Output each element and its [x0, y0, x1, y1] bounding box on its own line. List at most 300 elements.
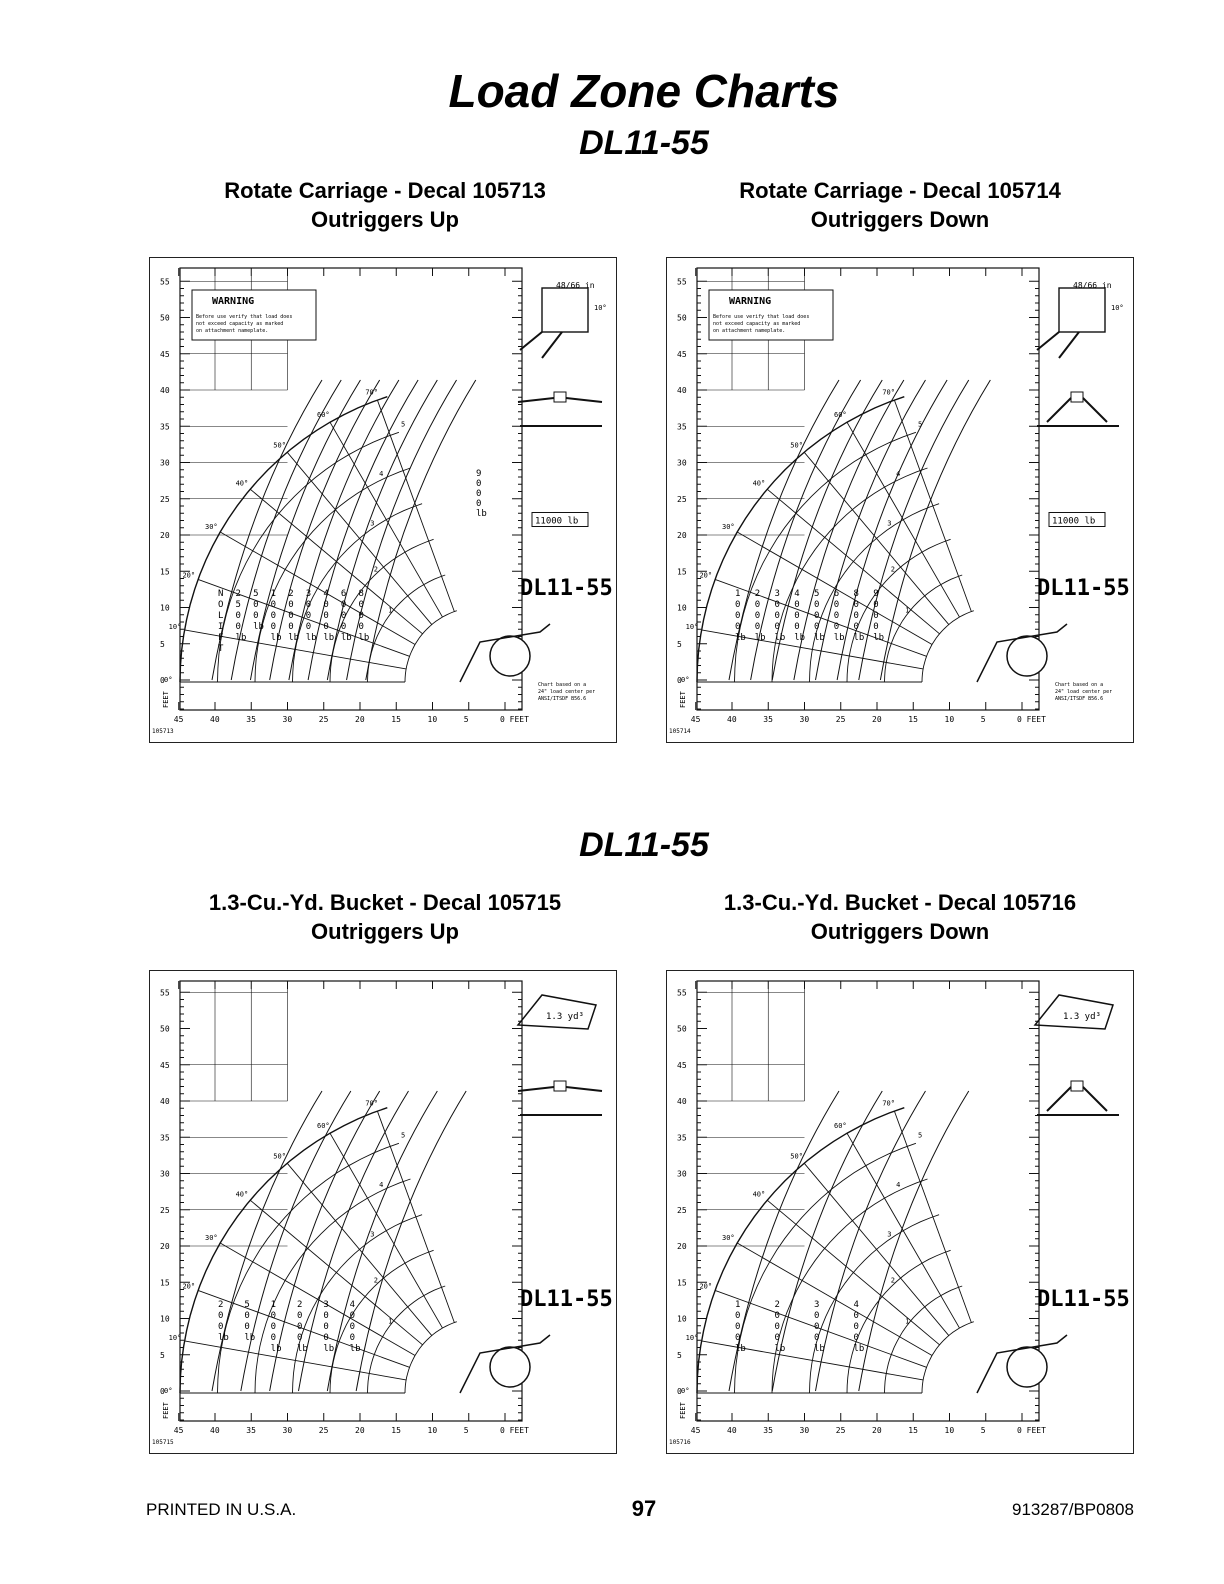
x-tick-label: 20 — [355, 715, 365, 724]
x-tick-label: 35 — [763, 715, 773, 724]
extension-label: 5 — [401, 420, 406, 429]
zone-capacity-label: lb — [735, 1344, 746, 1354]
zone-capacity-label: 0 — [774, 622, 780, 632]
zone-capacity-label: 0 — [735, 1322, 741, 1332]
zone-capacity-label: 4 — [794, 589, 800, 599]
angle-label: 20° — [182, 571, 196, 580]
zone-capacity-label: 0 — [218, 1322, 224, 1332]
angle-label: 30° — [721, 523, 735, 531]
zone-capacity-label: 0 — [323, 1311, 329, 1321]
y-tick-label: 45 — [160, 349, 170, 359]
page-title: Load Zone Charts — [448, 65, 840, 117]
x-tick-label: 45 — [173, 1426, 184, 1435]
x-tick-label: 40 — [727, 715, 737, 724]
load-zone-boundary — [366, 380, 476, 680]
y-tick-label: 15 — [160, 1278, 170, 1288]
y-tick-label: 10 — [677, 603, 687, 613]
zone-capacity-label: lb — [735, 633, 746, 643]
extension-label: 1 — [388, 1317, 393, 1326]
load-zone-boundary — [241, 1091, 351, 1391]
zone-capacity-label: lb — [270, 1344, 282, 1354]
zone-capacity-label: lb — [305, 633, 317, 643]
x-tick-label: 15 — [908, 715, 918, 724]
chart-heading — [675, 888, 1125, 946]
zone-capacity-label: 2 — [297, 1300, 303, 1310]
y-tick-label: 50 — [160, 313, 170, 323]
angle-label: 20° — [699, 571, 713, 580]
zone-capacity-label: 2 — [235, 589, 241, 599]
chart-subtitle: Outriggers Down — [810, 207, 990, 232]
chart-subtitle: Outriggers Up — [311, 207, 459, 232]
y-tick-label: 5 — [677, 639, 682, 649]
zone-capacity-label: 0 — [349, 1322, 356, 1332]
zone-capacity-label: 0 — [814, 1311, 820, 1321]
y-tick-label: 15 — [677, 567, 687, 577]
x-tick-label: 10 — [944, 1426, 955, 1435]
angle-line — [220, 532, 415, 645]
zone-capacity-label: lb — [814, 1344, 825, 1354]
warning-text: not exceed capacity as marked — [196, 321, 284, 327]
x-tick-label: 0 FEET — [1017, 1426, 1046, 1435]
extension-label: 2 — [373, 565, 378, 574]
zone-capacity-label: 0 — [270, 622, 277, 632]
zone-capacity-label: 0 — [323, 1322, 329, 1332]
angle-label: 20° — [699, 1282, 713, 1291]
angle-line — [330, 1133, 443, 1328]
zone-capacity-label: lb — [754, 633, 766, 643]
zone-capacity-label: 0 — [253, 600, 259, 610]
y-tick-label: 40 — [160, 386, 170, 395]
zone-capacity-label: 0 — [794, 600, 800, 610]
zone-capacity-label: 0 — [754, 622, 761, 632]
angle-label: 0° — [681, 1387, 690, 1395]
decal-number: 105715 — [152, 1439, 174, 1446]
load-zone-boundary — [772, 380, 885, 680]
zone-capacity-label: lb — [833, 633, 845, 643]
angle-line — [377, 1111, 454, 1322]
zone-capacity-label: 4 — [853, 1300, 859, 1310]
zone-capacity-label: 0 — [340, 622, 347, 632]
chart-heading — [675, 176, 1125, 234]
x-tick-label: 45 — [690, 1426, 701, 1435]
x-tick-label: 15 — [391, 1426, 401, 1435]
zone-capacity-label: 0 — [235, 622, 241, 632]
load-chart-105715 — [149, 970, 617, 1454]
capacity-tag: 11000 lb — [535, 516, 579, 527]
load-zone-boundary — [772, 1091, 882, 1391]
extension-label: 3 — [370, 519, 375, 528]
zone-capacity-label: 2 — [288, 589, 294, 599]
load-zone-boundary — [859, 1091, 969, 1391]
x-tick-label: 10 — [944, 715, 955, 724]
zone-capacity-label: 5 — [253, 589, 259, 599]
y-axis-label: FEET — [679, 691, 687, 708]
zone-capacity-label: lb — [349, 1344, 361, 1354]
zone-capacity-label: 0 — [270, 1322, 277, 1332]
y-tick-label: 20 — [160, 531, 170, 540]
x-tick-label: 30 — [799, 1426, 810, 1435]
bucket-capacity-label: 1.3 yd³ — [546, 1012, 584, 1022]
zone-capacity-label: 8 — [853, 589, 859, 599]
zone-capacity-label: 0 — [349, 1311, 356, 1321]
outrigger-icon — [554, 1081, 566, 1091]
zone-capacity-label: 0 — [774, 1311, 780, 1321]
zone-capacity-label: 0 — [794, 622, 800, 632]
zone-capacity-label: 1 — [270, 1300, 277, 1310]
zone-capacity-label: 0 — [323, 600, 329, 610]
x-tick-label: 15 — [908, 1426, 918, 1435]
x-tick-label: 10 — [427, 715, 438, 724]
zone-capacity-label: 0 — [253, 611, 259, 621]
extension-arc — [180, 397, 387, 682]
extension-label: 1 — [905, 1317, 910, 1326]
machine-wheel — [490, 1347, 530, 1387]
zone-capacity-label: 0 — [340, 611, 347, 621]
zone-capacity-label: 0 — [358, 622, 364, 632]
load-chart-105716 — [666, 970, 1134, 1454]
fork-icon — [520, 332, 542, 350]
zone-capacity-label: 0 — [735, 622, 741, 632]
angle-label: 70° — [882, 388, 895, 397]
decal-number: 105713 — [152, 728, 174, 735]
chart-title: Rotate Carriage - Decal 105714 — [739, 178, 1061, 203]
zone-capacity-label: 0 — [218, 1311, 224, 1321]
angle-label: 60° — [834, 410, 847, 419]
zone-capacity-label: lb — [218, 1333, 229, 1343]
angle-label: 0° — [164, 676, 173, 684]
zone-capacity-label: 0 — [735, 1333, 741, 1343]
angle-label: 40° — [235, 1190, 249, 1199]
zone-capacity-label: 0 — [853, 1311, 859, 1321]
angle-label: 60° — [317, 410, 330, 419]
zone-capacity-label: 0 — [270, 1333, 277, 1343]
extension-arc — [810, 1215, 940, 1393]
extension-label: 3 — [370, 1230, 375, 1239]
y-axis-label: FEET — [679, 1402, 687, 1419]
zone-capacity-label: 0 — [288, 600, 294, 610]
load-zone-boundary — [327, 1091, 437, 1391]
zone-capacity-label: lb — [794, 633, 806, 643]
y-tick-label: 40 — [677, 1097, 687, 1106]
zone-capacity-label: 0 — [476, 479, 482, 489]
y-tick-label: 35 — [160, 422, 170, 432]
zone-capacity-label: 0 — [794, 611, 800, 621]
zone-capacity-label: 0 — [853, 600, 859, 610]
zone-capacity-label: 5 — [235, 600, 241, 610]
y-tick-label: 0 — [160, 676, 165, 685]
warning-text: Before use verify that load does — [196, 314, 293, 320]
zone-capacity-label: 0 — [833, 611, 840, 621]
fork-icon — [542, 332, 562, 358]
extension-label: 5 — [401, 1131, 406, 1140]
zone-capacity-label: 0 — [288, 611, 294, 621]
zone-capacity-label: O — [218, 600, 224, 610]
angle-label: 10° — [168, 622, 182, 631]
chart-subtitle: Outriggers Up — [311, 919, 459, 944]
x-tick-label: 0 FEET — [500, 715, 529, 724]
machine-wheel — [1007, 636, 1047, 676]
extension-arc — [405, 1322, 457, 1393]
zone-capacity-label: 0 — [754, 611, 761, 621]
chart-footnote: 24" load center per — [1055, 689, 1113, 695]
x-tick-label: 5 — [980, 1426, 986, 1435]
zone-capacity-label: 0 — [244, 1322, 250, 1332]
y-tick-label: 10 — [160, 603, 170, 613]
tilt-label: 10° — [1111, 304, 1124, 312]
warning-text: on attachment nameplate. — [196, 328, 269, 334]
zone-capacity-label: 1 — [735, 1300, 741, 1310]
zone-capacity-label: 0 — [853, 1333, 859, 1343]
angle-label: 30° — [204, 1234, 218, 1242]
chart-footnote: ANSI/ITSDF B56.6 — [538, 696, 587, 702]
y-tick-label: 10 — [160, 1314, 170, 1324]
extension-label: 2 — [890, 1276, 895, 1285]
extension-label: 2 — [890, 565, 895, 574]
x-tick-label: 25 — [318, 715, 329, 724]
angle-label: 70° — [882, 1099, 895, 1108]
angle-label: 10° — [685, 622, 699, 631]
zone-capacity-label: lb — [323, 633, 335, 643]
chart-model-label: DL11-55 — [1037, 1287, 1130, 1312]
x-tick-label: 40 — [727, 1426, 737, 1435]
bucket-capacity-label: 1.3 yd³ — [1063, 1012, 1101, 1022]
y-tick-label: 30 — [677, 1169, 687, 1179]
y-axis-label: FEET — [162, 691, 170, 708]
fork-icon — [1037, 332, 1059, 350]
y-tick-label: 55 — [677, 277, 687, 287]
angle-line — [894, 1111, 971, 1322]
zone-capacity-label: 0 — [349, 1333, 356, 1343]
extension-arc — [922, 1322, 974, 1393]
footer-part-number: 913287/BP0808 — [1012, 1500, 1134, 1519]
fork-icon — [1059, 332, 1079, 358]
x-tick-label: 5 — [980, 715, 986, 724]
zone-capacity-label: 6 — [833, 589, 840, 599]
angle-label: 10° — [168, 1333, 182, 1342]
chart-heading — [160, 888, 610, 946]
tilt-label: 10° — [594, 304, 607, 312]
zone-capacity-label: 5 — [244, 1300, 250, 1310]
y-tick-label: 15 — [160, 567, 170, 577]
zone-capacity-label: 0 — [735, 611, 741, 621]
footer-printed: PRINTED IN U.S.A. — [146, 1500, 297, 1519]
y-tick-label: 20 — [677, 1242, 687, 1251]
angle-label: 10° — [685, 1333, 699, 1342]
decal-number: 105716 — [669, 1439, 691, 1446]
zone-capacity-label: 0 — [235, 611, 241, 621]
zone-capacity-label: 0 — [297, 1333, 303, 1343]
zone-capacity-label: 0 — [476, 499, 482, 509]
x-tick-label: 25 — [835, 715, 846, 724]
extension-label: 4 — [896, 1181, 901, 1190]
chart-model-label: DL11-55 — [1037, 576, 1130, 601]
x-tick-label: 0 FEET — [1017, 715, 1046, 724]
x-tick-label: 5 — [463, 1426, 469, 1435]
y-tick-label: 50 — [160, 1024, 170, 1034]
y-tick-label: 45 — [677, 1060, 687, 1070]
angle-label: 50° — [790, 441, 803, 450]
extension-arc — [697, 1108, 904, 1393]
zone-capacity-label: 0 — [754, 600, 761, 610]
zone-capacity-label: 9 — [476, 469, 482, 479]
load-zone-boundary — [880, 380, 990, 680]
y-tick-label: 15 — [677, 1278, 687, 1288]
zone-capacity-label: 0 — [305, 622, 312, 632]
extension-arc — [218, 1143, 399, 1393]
chart-footnote: ANSI/ITSDF B56.6 — [1055, 696, 1104, 702]
angle-label: 40° — [752, 479, 766, 488]
y-axis-label: FEET — [162, 1402, 170, 1419]
zone-capacity-label: 3 — [305, 589, 312, 599]
angle-line — [737, 1243, 932, 1356]
angle-label: 70° — [365, 388, 378, 397]
extension-label: 4 — [896, 470, 901, 479]
extension-arc — [218, 432, 399, 682]
extension-arc — [330, 1250, 434, 1393]
zone-capacity-label: 0 — [853, 622, 859, 632]
zone-capacity-label: lb — [853, 1344, 865, 1354]
angle-label: 60° — [317, 1121, 330, 1130]
x-tick-label: 45 — [173, 715, 184, 724]
y-tick-label: 45 — [677, 349, 687, 359]
zone-capacity-label: 2 — [754, 589, 761, 599]
travel-label: 48/66 in — [556, 281, 595, 290]
zone-capacity-label: 0 — [323, 611, 329, 621]
x-tick-label: 35 — [763, 1426, 773, 1435]
zone-capacity-label: lb — [235, 633, 247, 643]
extension-label: 3 — [887, 519, 892, 528]
zone-capacity-label: 0 — [774, 1322, 780, 1332]
load-chart-105713 — [149, 257, 617, 743]
y-tick-label: 10 — [677, 1314, 687, 1324]
y-tick-label: 35 — [677, 1133, 687, 1143]
zone-capacity-label: 0 — [814, 611, 820, 621]
zone-capacity-label: 0 — [814, 622, 820, 632]
zone-capacity-label: 0 — [305, 600, 312, 610]
zone-capacity-label: 2 — [774, 1300, 780, 1310]
zone-capacity-label: 0 — [297, 1311, 303, 1321]
zone-capacity-label: 0 — [476, 489, 482, 499]
extension-arc — [405, 611, 457, 682]
zone-capacity-label: 0 — [853, 611, 859, 621]
x-tick-label: 25 — [835, 1426, 846, 1435]
zone-capacity-label: lb — [476, 509, 487, 519]
x-tick-label: 35 — [246, 1426, 256, 1435]
section-model-title: DL11-55 — [579, 826, 709, 864]
zone-capacity-label: 0 — [814, 1333, 820, 1343]
y-tick-label: 25 — [677, 1205, 687, 1215]
angle-label: 70° — [365, 1099, 378, 1108]
extension-arc — [922, 611, 974, 682]
zone-capacity-label: I — [218, 622, 224, 632]
zone-capacity-label: 0 — [340, 600, 347, 610]
chart-footnote: 24" load center per — [538, 689, 596, 695]
angle-label: 0° — [164, 1387, 173, 1395]
y-tick-label: 0 — [677, 676, 682, 685]
warning-title: WARNING — [212, 296, 255, 307]
y-tick-label: 50 — [677, 1024, 687, 1034]
chart-title: 1.3-Cu.-Yd. Bucket - Decal 105716 — [723, 890, 1077, 915]
x-tick-label: 0 FEET — [500, 1426, 529, 1435]
zone-capacity-label: 0 — [873, 611, 879, 621]
zone-capacity-label: lb — [253, 622, 264, 632]
zone-capacity-label: lb — [244, 1333, 256, 1343]
zone-capacity-label: 0 — [774, 600, 780, 610]
zone-capacity-label: lb — [340, 633, 352, 643]
angle-line — [715, 579, 926, 656]
extension-arc — [293, 504, 423, 682]
angle-label: 0° — [681, 676, 690, 684]
extension-label: 5 — [918, 420, 923, 429]
x-tick-label: 5 — [463, 715, 469, 724]
section-model-title: DL11-55 — [579, 124, 709, 162]
x-tick-label: 40 — [210, 715, 220, 724]
zone-capacity-label: 9 — [873, 589, 879, 599]
zone-capacity-label: L — [218, 611, 224, 621]
x-tick-label: 30 — [282, 715, 293, 724]
y-tick-label: 30 — [160, 458, 170, 468]
zone-capacity-label: 1 — [270, 589, 277, 599]
zone-capacity-label: 6 — [340, 589, 347, 599]
zone-capacity-label: 0 — [323, 622, 329, 632]
outrigger-icon — [1071, 392, 1083, 402]
extension-label: 5 — [918, 1131, 923, 1140]
zone-capacity-label: lb — [814, 633, 825, 643]
extension-arc — [772, 1179, 928, 1393]
decal-number: 105714 — [669, 728, 691, 735]
y-tick-label: 55 — [677, 988, 687, 998]
angle-line — [894, 400, 971, 611]
x-tick-label: 30 — [799, 715, 810, 724]
zone-capacity-label: 0 — [873, 622, 879, 632]
y-tick-label: 30 — [160, 1169, 170, 1179]
y-tick-label: 5 — [160, 1350, 165, 1360]
warning-text: not exceed capacity as marked — [713, 321, 801, 327]
zone-capacity-label: 0 — [814, 1322, 820, 1332]
angle-label: 30° — [204, 523, 218, 531]
zone-capacity-label: 0 — [270, 1311, 277, 1321]
extension-label: 4 — [379, 470, 384, 479]
chart-footnote: Chart based on a — [1055, 682, 1104, 688]
y-tick-label: 25 — [160, 1205, 170, 1215]
zone-capacity-label: 5 — [814, 589, 820, 599]
x-tick-label: 10 — [427, 1426, 438, 1435]
zone-capacity-label: 0 — [774, 1333, 780, 1343]
chart-heading — [160, 176, 610, 234]
x-tick-label: 25 — [318, 1426, 329, 1435]
zone-capacity-label: 3 — [774, 589, 780, 599]
y-tick-label: 55 — [160, 988, 170, 998]
angle-label: 20° — [182, 1282, 196, 1291]
machine-wheel — [1007, 1347, 1047, 1387]
chart-title: 1.3-Cu.-Yd. Bucket - Decal 105715 — [208, 890, 562, 915]
angle-line — [198, 579, 409, 656]
y-tick-label: 25 — [677, 494, 687, 504]
carriage-icon — [1059, 288, 1105, 332]
angle-label: 40° — [235, 479, 249, 488]
angle-line — [198, 1290, 409, 1367]
y-tick-label: 25 — [160, 494, 170, 504]
outrigger-icon — [1071, 1081, 1083, 1091]
zone-capacity-label: lb — [774, 1344, 786, 1354]
x-tick-label: 20 — [872, 1426, 882, 1435]
angle-label: 50° — [273, 441, 286, 450]
load-zone-boundary — [356, 1091, 466, 1391]
extension-label: 1 — [905, 606, 910, 615]
y-tick-label: 35 — [160, 1133, 170, 1143]
y-tick-label: 5 — [160, 639, 165, 649]
page-number: 97 — [631, 1496, 657, 1521]
